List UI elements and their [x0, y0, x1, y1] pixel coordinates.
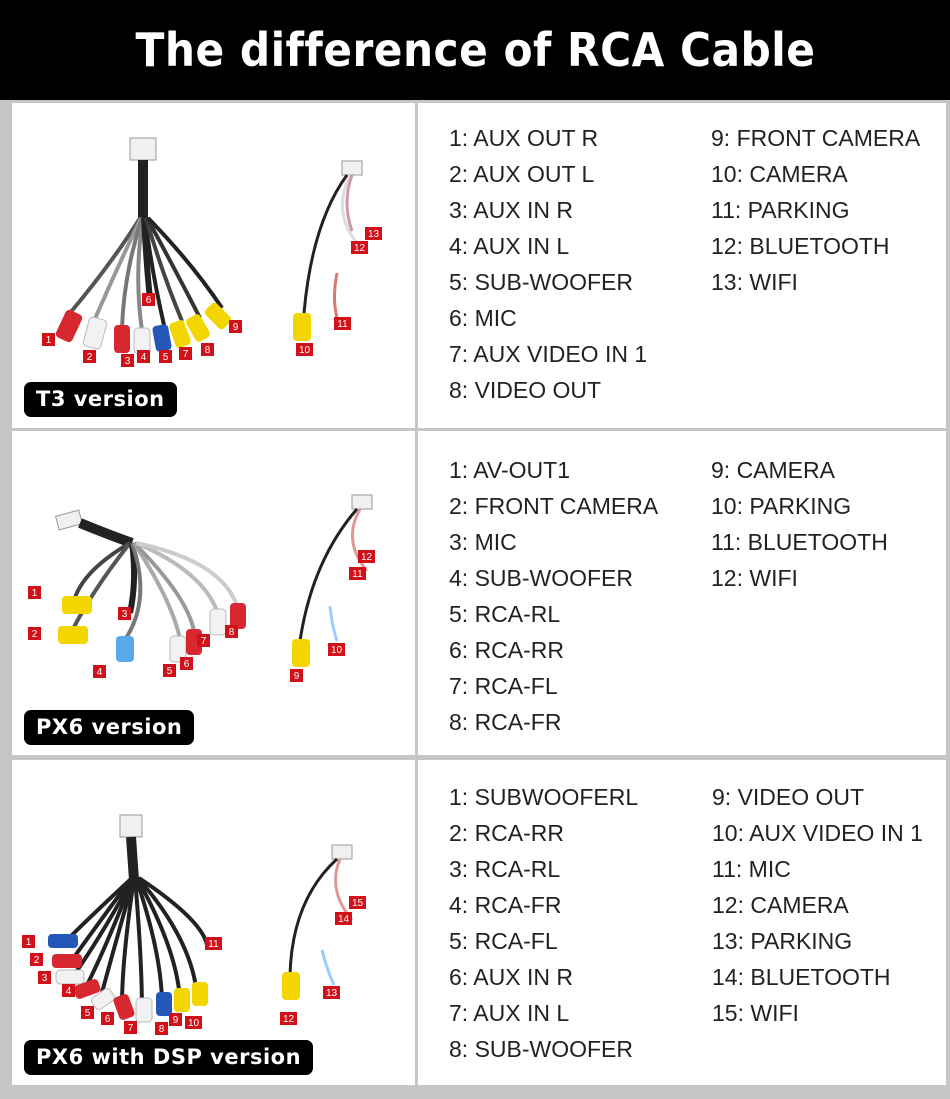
list-item: 9: CAMERA [711, 457, 835, 483]
t3-pin-list-panel [418, 103, 946, 428]
t3-tag [365, 227, 382, 240]
list-item: 5: RCA-RL [449, 601, 561, 627]
t3-tag [42, 333, 55, 346]
px6-tag [197, 634, 210, 647]
px6-dsp-tag [38, 971, 51, 984]
t3-tag [351, 241, 368, 254]
list-item: 14: BLUETOOTH [712, 964, 891, 990]
list-item: 8: SUB-WOOFER [449, 1036, 634, 1062]
px6-dsp-tag [205, 937, 222, 950]
t3-tag [121, 354, 134, 367]
svg-text:15: 15 [351, 898, 364, 909]
list-item: 12: CAMERA [712, 892, 849, 918]
list-item: 6: RCA-RR [449, 637, 565, 663]
svg-text:2: 2 [86, 352, 93, 363]
px6-tag [118, 607, 131, 620]
svg-text:7: 7 [127, 1023, 134, 1034]
px6-dsp-cable-illustration [12, 760, 415, 1085]
svg-text:6: 6 [104, 1014, 111, 1025]
svg-text:11: 11 [337, 319, 348, 330]
list-item: 12: WIFI [711, 565, 798, 591]
px6-dsp-camera-plug [282, 972, 300, 1000]
list-item: 10: AUX VIDEO IN 1 [712, 820, 923, 846]
svg-text:13: 13 [325, 988, 338, 999]
px6-dsp-tag [155, 1022, 168, 1035]
list-item: 5: RCA-FL [449, 928, 558, 954]
t3-pin-list-right [711, 120, 920, 300]
px6-tag [328, 643, 345, 656]
list-item: 1: AV-OUT1 [449, 457, 571, 483]
svg-text:3: 3 [41, 973, 48, 984]
list-item: 10: CAMERA [711, 161, 848, 187]
t3-cable-image-panel [12, 103, 415, 428]
px6-pin-list-right [711, 452, 888, 596]
px6-dsp-tag [169, 1013, 182, 1026]
svg-text:7: 7 [200, 636, 207, 647]
px6-dsp-pin-list-right [712, 779, 923, 1031]
list-item: 2: RCA-RR [449, 820, 565, 846]
list-item: 9: VIDEO OUT [712, 784, 865, 810]
px6-dsp-tag [335, 912, 352, 925]
px6-dsp-tag [62, 984, 75, 997]
list-item: 11: MIC [712, 856, 791, 882]
svg-text:1: 1 [25, 937, 32, 948]
px6-aux-connector [352, 495, 372, 509]
t3-aux-wires [304, 175, 357, 318]
px6-dsp-pin-list-panel [418, 760, 946, 1085]
svg-text:2: 2 [31, 629, 38, 640]
px6-cable-image-panel [12, 431, 415, 755]
svg-text:8: 8 [158, 1024, 165, 1035]
svg-text:8: 8 [204, 345, 211, 356]
px6-tag [28, 627, 41, 640]
list-item: 1: SUBWOOFERL [449, 784, 639, 810]
svg-text:6: 6 [183, 659, 190, 670]
t3-wires [70, 218, 222, 331]
list-item: 2: FRONT CAMERA [449, 493, 659, 519]
t3-pin-list-left [449, 120, 647, 408]
px6-dsp-tag [185, 1016, 202, 1029]
svg-text:1: 1 [45, 335, 52, 346]
px6-camera-plug [292, 639, 310, 667]
svg-text:10: 10 [330, 645, 343, 656]
px6-cable-illustration [12, 431, 415, 755]
px6-pin-list-panel [418, 431, 946, 755]
t3-tag [179, 347, 192, 360]
svg-text:9: 9 [232, 322, 239, 333]
svg-text:10: 10 [187, 1018, 200, 1029]
px6-tag [180, 657, 193, 670]
px6-dsp-tag [349, 896, 366, 909]
title-banner [0, 0, 950, 100]
list-item: 8: RCA-FR [449, 709, 562, 735]
t3-tag [159, 350, 172, 363]
list-item: 4: SUB-WOOFER [449, 565, 634, 591]
svg-text:9: 9 [293, 671, 300, 682]
list-item: 9: FRONT CAMERA [711, 125, 921, 151]
t3-main-connector [130, 138, 156, 160]
list-item: 7: RCA-FL [449, 673, 558, 699]
t3-tag [334, 317, 351, 330]
svg-text:3: 3 [121, 609, 128, 620]
px6-pin-list-left [449, 452, 658, 740]
svg-text:11: 11 [208, 939, 219, 950]
svg-text:5: 5 [84, 1008, 91, 1019]
px6-dsp-tag [30, 953, 43, 966]
px6-tag [349, 567, 366, 580]
svg-text:4: 4 [140, 352, 147, 363]
svg-text:9: 9 [172, 1015, 179, 1026]
t3-tag [83, 350, 96, 363]
px6-tag [358, 550, 375, 563]
px6-dsp-main-bundle [131, 837, 134, 880]
svg-text:3: 3 [124, 356, 131, 367]
px6-version-label: PX6 version [24, 710, 194, 745]
list-item: 7: AUX IN L [449, 1000, 570, 1026]
svg-text:13: 13 [367, 229, 380, 240]
svg-text:4: 4 [65, 986, 72, 997]
list-item: 8: VIDEO OUT [449, 377, 602, 403]
svg-text:12: 12 [353, 243, 366, 254]
list-item: 2: AUX OUT L [449, 161, 595, 187]
px6-tag [93, 665, 106, 678]
list-item: 10: PARKING [711, 493, 852, 519]
svg-text:8: 8 [228, 627, 235, 638]
svg-text:7: 7 [182, 349, 189, 360]
t3-tag [137, 350, 150, 363]
t3-cable-illustration [12, 103, 415, 428]
list-item: 6: MIC [449, 305, 517, 331]
list-item: 13: PARKING [712, 928, 853, 954]
svg-text:4: 4 [96, 667, 103, 678]
svg-text:1: 1 [31, 588, 38, 599]
t3-tag [142, 293, 155, 306]
list-item: 6: AUX IN R [449, 964, 573, 990]
px6-tag [28, 586, 41, 599]
list-item: 3: RCA-RL [449, 856, 561, 882]
svg-text:10: 10 [298, 345, 311, 356]
px6-main-bundle [80, 523, 132, 543]
px6-dsp-cable-image-panel [12, 760, 415, 1085]
svg-text:2: 2 [33, 955, 40, 966]
t3-tag [201, 343, 214, 356]
list-item: 11: BLUETOOTH [711, 529, 888, 555]
px6-dsp-tag [81, 1006, 94, 1019]
list-item: 11: PARKING [711, 197, 850, 223]
svg-text:11: 11 [352, 569, 363, 580]
list-item: 12: BLUETOOTH [711, 233, 890, 259]
px6-dsp-main-connector [120, 815, 142, 837]
px6-dsp-version-label: PX6 with DSP version [24, 1040, 313, 1075]
px6-dsp-tag [323, 986, 340, 999]
px6-dsp-pin-list-left [449, 779, 638, 1067]
svg-text:14: 14 [337, 914, 350, 925]
t3-aux-connector [342, 161, 362, 175]
px6-tag [290, 669, 303, 682]
list-item: 4: AUX IN L [449, 233, 570, 259]
list-item: 4: RCA-FR [449, 892, 562, 918]
px6-dsp-tag [124, 1021, 137, 1034]
list-item: 13: WIFI [711, 269, 798, 295]
px6-dsp-tag [101, 1012, 114, 1025]
t3-tag [296, 343, 313, 356]
list-item: 1: AUX OUT R [449, 125, 599, 151]
svg-text:12: 12 [282, 1014, 295, 1025]
px6-dsp-tag [280, 1012, 297, 1025]
page-title: The difference of RCA Cable [135, 23, 815, 77]
t3-tag [229, 320, 242, 333]
svg-text:6: 6 [145, 295, 152, 306]
px6-dsp-aux-connector [332, 845, 352, 859]
px6-tag [163, 664, 176, 677]
svg-text:5: 5 [162, 352, 169, 363]
px6-rca-plugs [58, 596, 246, 662]
t3-camera-plug [293, 313, 311, 341]
list-item: 7: AUX VIDEO IN 1 [449, 341, 648, 367]
svg-text:5: 5 [166, 666, 173, 677]
list-item: 3: MIC [449, 529, 517, 555]
list-item: 5: SUB-WOOFER [449, 269, 634, 295]
t3-version-label: T3 version [24, 382, 177, 417]
list-item: 15: WIFI [712, 1000, 799, 1026]
list-item: 3: AUX IN R [449, 197, 573, 223]
svg-text:12: 12 [360, 552, 373, 563]
px6-tag [225, 625, 238, 638]
px6-dsp-tag [22, 935, 35, 948]
px6-main-connector [56, 510, 83, 530]
